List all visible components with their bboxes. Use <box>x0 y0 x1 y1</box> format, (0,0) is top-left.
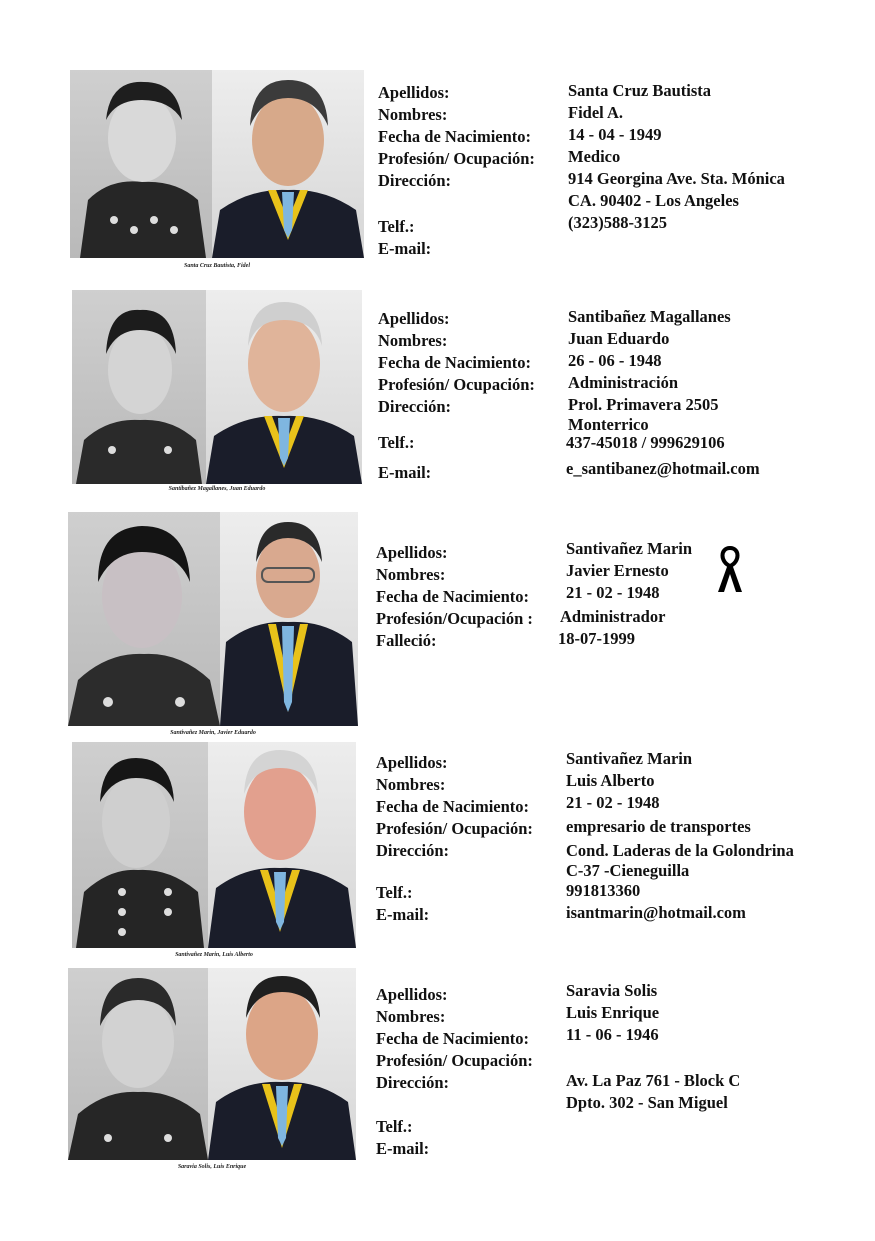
photo-caption: Santa Cruz Bautista, Fidel <box>183 263 251 269</box>
label-direccion: Dirección: <box>378 171 452 190</box>
entry-santa-cruz <box>0 70 875 280</box>
value-nombres: Fidel A. <box>568 103 624 122</box>
label-direccion: Dirección: <box>378 397 452 416</box>
cadet-portrait-icon <box>70 70 212 258</box>
label-nombres: Nombres: <box>376 775 446 794</box>
label-telf: Telf.: <box>378 433 415 452</box>
label-email: E-mail: <box>376 905 430 924</box>
value-apellidos: Santivañez Marin <box>566 539 693 558</box>
young-portrait <box>72 290 206 484</box>
label-fecha: Fecha de Nacimiento: <box>378 127 532 146</box>
label-direccion: Dirección: <box>376 841 450 860</box>
value-apellidos: Santibañez Magallanes <box>568 307 731 326</box>
label-apellidos: Apellidos: <box>376 543 448 562</box>
label-nombres: Nombres: <box>376 565 446 584</box>
young-portrait <box>68 968 208 1160</box>
cadet-portrait-icon <box>68 968 208 1160</box>
value-profesion: Administración <box>568 373 679 392</box>
value-apellidos: Santa Cruz Bautista <box>568 81 712 100</box>
label-fecha: Fecha de Nacimiento: <box>376 587 530 606</box>
label-apellidos: Apellidos: <box>378 309 450 328</box>
label-fallecio: Falleció: <box>376 631 437 650</box>
suit-portrait-icon <box>208 742 356 948</box>
label-email: E-mail: <box>378 239 432 258</box>
value-direccion-1: Av. La Paz 761 - Block C <box>566 1071 741 1090</box>
label-profesion: Profesión/ Ocupación: <box>378 375 535 394</box>
value-telf: 991813360 <box>566 881 641 900</box>
value-apellidos: Santivañez Marin <box>566 749 693 768</box>
value-profesion: Medico <box>568 147 621 166</box>
photo-caption: Santivañez Marin, Javier Eduardo <box>170 730 256 736</box>
cadet-portrait-icon <box>68 512 220 726</box>
label-apellidos: Apellidos: <box>376 985 448 1004</box>
value-fecha: 26 - 06 - 1948 <box>568 351 662 370</box>
suit-portrait-icon <box>212 70 364 258</box>
label-profesion: Profesión/ Ocupación: <box>378 149 535 168</box>
value-nombres: Javier Ernesto <box>566 561 669 580</box>
value-telf: (323)588-3125 <box>568 213 667 232</box>
photo-caption: Santibañez Magallanes, Juan Eduardo <box>168 486 266 492</box>
value-fecha: 21 - 02 - 1948 <box>566 583 660 602</box>
value-email: e_santibanez@hotmail.com <box>566 459 760 478</box>
value-direccion-1: 914 Georgina Ave. Sta. Mónica <box>568 169 785 188</box>
value-profesion: empresario de transportes <box>566 817 751 836</box>
label-nombres: Nombres: <box>378 105 448 124</box>
label-telf: Telf.: <box>376 883 413 902</box>
label-nombres: Nombres: <box>378 331 448 350</box>
label-email: E-mail: <box>376 1139 430 1158</box>
suit-portrait-icon <box>208 968 356 1160</box>
value-direccion-2: C-37 -Cieneguilla <box>566 861 690 880</box>
value-profesion: Administrador <box>560 607 666 626</box>
value-direccion-2: Dpto. 302 - San Miguel <box>566 1093 728 1112</box>
young-portrait <box>72 742 208 948</box>
entry-santivanez-javier <box>0 512 875 740</box>
label-profesion: Profesión/Ocupación : <box>376 609 533 628</box>
label-fecha: Fecha de Nacimiento: <box>376 1029 530 1048</box>
value-nombres: Juan Eduardo <box>568 329 670 348</box>
suit-portrait-icon <box>206 290 362 484</box>
adult-portrait <box>206 290 362 484</box>
entry-saravia <box>0 968 875 1182</box>
cadet-portrait-icon <box>72 742 208 948</box>
value-fecha: 21 - 02 - 1948 <box>566 793 660 812</box>
photo-caption: Santivañez Marin, Luis Alberto <box>175 952 253 958</box>
label-apellidos: Apellidos: <box>376 753 448 772</box>
adult-portrait <box>212 70 364 258</box>
label-telf: Telf.: <box>376 1117 413 1136</box>
adult-portrait <box>208 742 356 948</box>
entry-santibanez <box>0 290 875 500</box>
value-direccion-1: Prol. Primavera 2505 <box>568 395 719 414</box>
young-portrait <box>70 70 212 258</box>
value-email: isantmarin@hotmail.com <box>566 903 746 922</box>
value-telf: 437-45018 / 999629106 <box>566 433 725 452</box>
entry-santivanez-luis <box>0 742 875 964</box>
label-apellidos: Apellidos: <box>378 83 450 102</box>
label-profesion: Profesión/ Ocupación: <box>376 1051 533 1070</box>
label-fecha: Fecha de Nacimiento: <box>378 353 532 372</box>
suit-portrait-icon <box>220 512 358 726</box>
young-portrait <box>68 512 220 726</box>
label-profesion: Profesión/ Ocupación: <box>376 819 533 838</box>
value-fecha: 14 - 04 - 1949 <box>568 125 662 144</box>
adult-portrait <box>220 512 358 726</box>
mourning-ribbon-icon <box>716 546 744 594</box>
value-fecha: 11 - 06 - 1946 <box>566 1025 659 1044</box>
value-fallecio: 18-07-1999 <box>558 629 635 648</box>
label-nombres: Nombres: <box>376 1007 446 1026</box>
adult-portrait <box>208 968 356 1160</box>
label-telf: Telf.: <box>378 217 415 236</box>
label-fecha: Fecha de Nacimiento: <box>376 797 530 816</box>
value-nombres: Luis Alberto <box>566 771 655 790</box>
value-nombres: Luis Enrique <box>566 1003 660 1022</box>
label-direccion: Dirección: <box>376 1073 450 1092</box>
cadet-portrait-icon <box>72 290 206 484</box>
value-direccion-1: Cond. Laderas de la Golondrina <box>566 841 794 860</box>
label-email: E-mail: <box>378 463 432 482</box>
photo-caption: Saravia Solis, Luis Enrique <box>177 1164 247 1170</box>
value-direccion-2: Monterrico <box>568 415 649 434</box>
value-direccion-2: CA. 90402 - Los Angeles <box>568 191 739 210</box>
value-apellidos: Saravia Solis <box>566 981 658 1000</box>
